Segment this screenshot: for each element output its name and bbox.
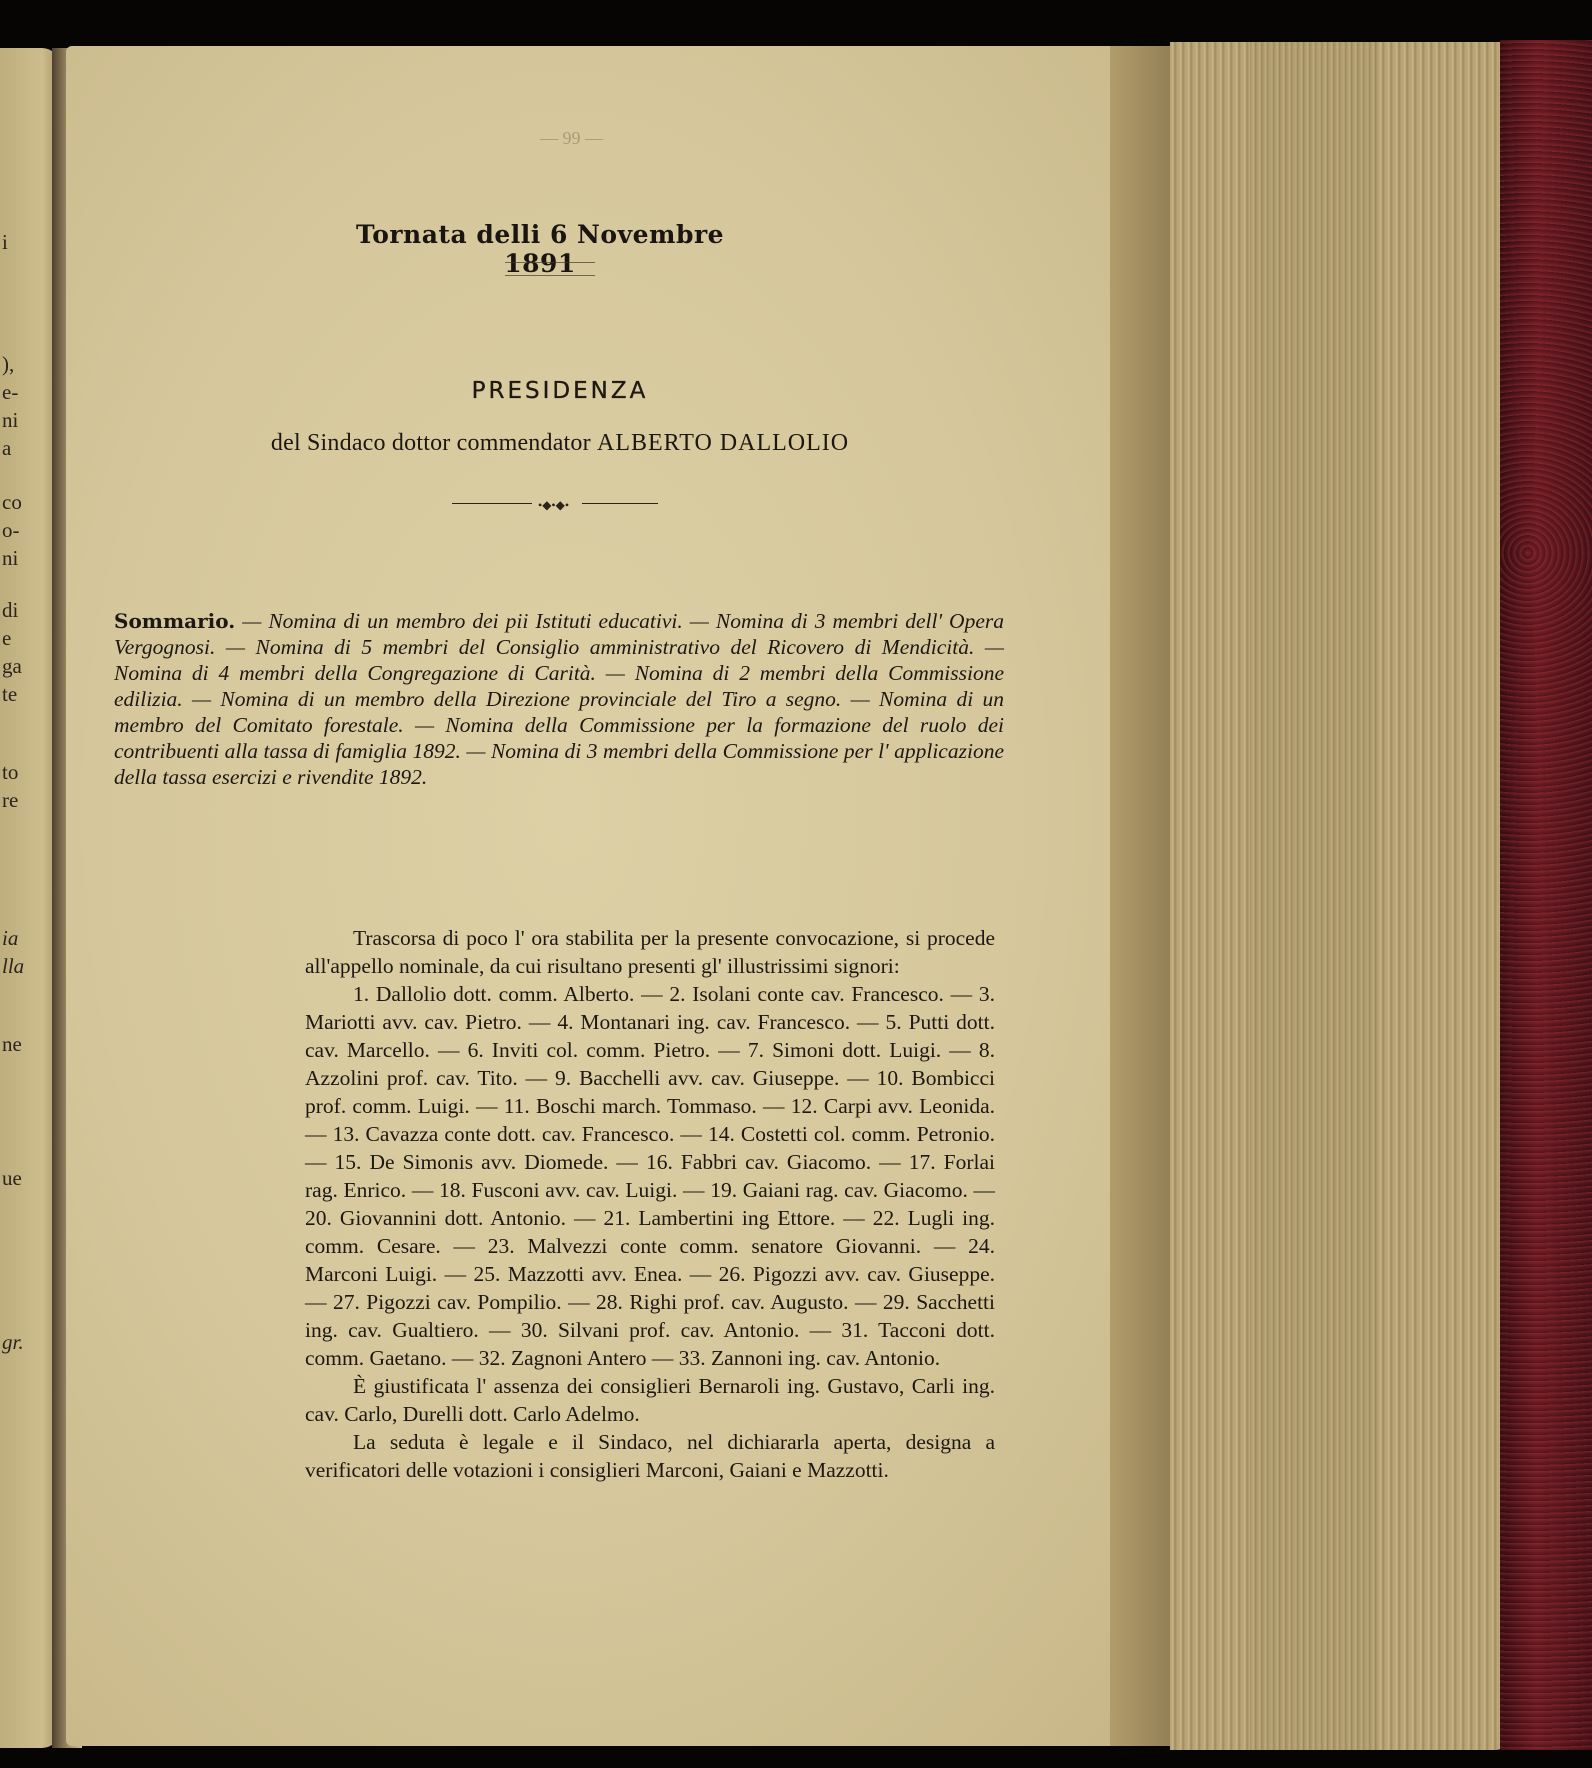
left-page-fragment: lla bbox=[2, 954, 25, 978]
left-page-fragment: ), bbox=[2, 352, 15, 376]
left-page-fragment: te bbox=[2, 682, 18, 706]
sindaco-line bbox=[200, 430, 920, 457]
page-block-band bbox=[1250, 42, 1380, 1750]
title-ornament bbox=[505, 262, 595, 276]
left-page-fragment: ia bbox=[2, 926, 19, 950]
sommario-text: — Nomina di un membro dei pii Istituti educativi. — Nomina di 3 membri dell' Opera Vergognosi. — Nomina di 5 membri del Consiglio amministrativo del Ricovero di Mendicità. — Nomina di 4 membri della Congregazione di Carità. — Nomina di 2 membri della Commissione edilizia. — Nomina di un membro della Direzione provinciale del Tiro a segno. — Nomina di un membro del Comitato forestale. — Nomina della Commissione per la formazione del ruolo dei contribuenti alla tassa di famiglia 1892. — Nomina di 3 membri della Commissione per l' applicazione della tassa esercizi e rivendite 1892. bbox=[114, 609, 1004, 789]
left-page-fragment: gr. bbox=[2, 1330, 24, 1354]
paragraph-attendees: 1. Dallolio dott. comm. Alberto. — 2. Isolani conte cav. Francesco. — 3. Mariotti avv. cav. Pietro. — 4. Montanari ing. cav. Francesco. — 5. Putti dott. cav. Marcello. — 6. Inviti col. comm. Pietro. — 7. Simoni dott. Luigi. — 8. Azzolini prof. cav. Tito. — 9. Bacchelli avv. cav. Giuseppe. — 10. Bombicci prof. comm. Luigi. — 11. Boschi march. Tommaso. — 12. Carpi avv. Leonida. — 13. Cavazza conte dott. cav. Francesco. — 14. Costetti col. comm. Petronio. — 15. De Simonis avv. Diomede. — 16. Fabbri cav. Giacomo. — 17. Forlai rag. Enrico. — 18. Fusconi avv. cav. Luigi. — 19. Gaiani rag. cav. Giacomo. — 20. Giovannini dott. Antonio. — 21. Lambertini ing Ettore. — 22. Lugli ing. comm. Cesare. — 23. Malvezzi conte comm. senatore Giovanni. — 24. Marconi Luigi. — 25. Mazzotti avv. Enea. — 26. Pigozzi avv. cav. Giuseppe. — 27. Pigozzi cav. Pompilio. — 28. Righi prof. cav. Augusto. — 29. Sacchetti ing. cav. Gualtiero. — 30. Silvani prof. cav. Antonio. — 31. Tacconi dott. comm. Gaetano. — 32. Zagnoni Antero — 33. Zannoni ing. cav. Antonio. bbox=[305, 982, 995, 1370]
sindaco-prefix: del Sindaco dottor commendator bbox=[270, 430, 591, 456]
divider-line-right bbox=[582, 503, 658, 504]
left-page-edge bbox=[0, 48, 60, 1748]
left-page-fragment: di bbox=[2, 598, 19, 622]
sindaco-name: ALBERTO DALLOLIO bbox=[597, 430, 850, 456]
left-page-fragment: ne bbox=[2, 1032, 22, 1056]
page-title: Tornata delli 6 Novembre 1891 bbox=[355, 220, 725, 278]
paragraph-intro: Trascorsa di poco l' ora stabilita per la presente convocazione, si procede all'appello nominale, da cui risultano presenti gl' illustrissimi signori: bbox=[305, 926, 995, 978]
divider-line-left bbox=[452, 503, 532, 504]
left-page-fragment: o- bbox=[2, 518, 20, 542]
left-page-fragment: i bbox=[2, 230, 8, 254]
left-page-fragment: ni bbox=[2, 408, 19, 432]
sommario-label: Sommario. bbox=[114, 609, 236, 633]
right-page bbox=[66, 46, 1176, 1746]
left-page-fragment: to bbox=[2, 760, 19, 784]
left-page-fragment: re bbox=[2, 788, 19, 812]
sommario-block bbox=[114, 608, 1004, 790]
cover-texture bbox=[1500, 40, 1592, 1750]
left-page-fragment: ue bbox=[2, 1166, 22, 1190]
session-body bbox=[305, 924, 995, 1484]
presidenza-heading: PRESIDENZA bbox=[471, 378, 649, 404]
section-divider bbox=[452, 498, 658, 512]
left-page-fragment: co bbox=[2, 490, 22, 514]
left-page-fragment: ga bbox=[2, 654, 22, 678]
left-page-fragment: e bbox=[2, 626, 12, 650]
divider-ornament: •◆•◆• bbox=[538, 498, 570, 512]
page-number: — 99 — bbox=[540, 128, 603, 148]
left-page-fragment: e- bbox=[2, 380, 19, 404]
left-page-fragment: a bbox=[2, 436, 12, 460]
left-page-fragment: ni bbox=[2, 546, 19, 570]
paragraph-opening: La seduta è legale e il Sindaco, nel dichiararla aperta, designa a verificatori delle votazioni i consiglieri Marconi, Gaiani e Mazzotti. bbox=[305, 1430, 995, 1482]
paragraph-absences: È giustificata l' assenza dei consiglieri Bernaroli ing. Gustavo, Carli ing. cav. Carlo, Durelli dott. Carlo Adelmo. bbox=[305, 1374, 995, 1426]
